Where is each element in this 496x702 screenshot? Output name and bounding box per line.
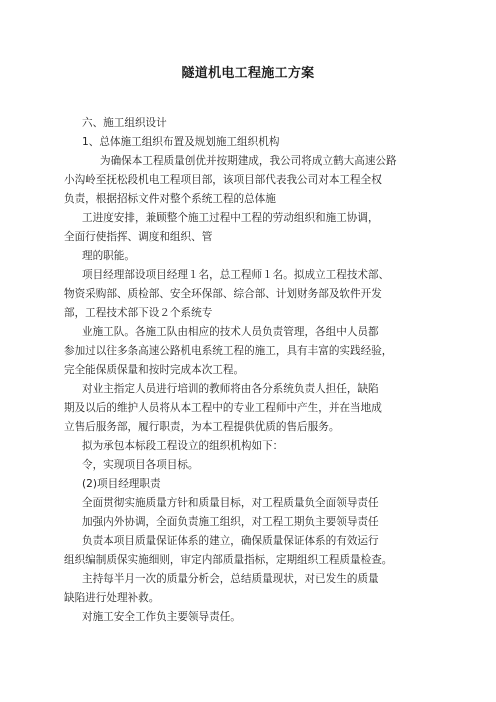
paragraph-line: 对业主指定人员进行培训的教师将由各分系统负责人担任，缺陷 — [82, 383, 379, 395]
paragraph-line: 小沟岭至抚松段机电工程项目部，该项目部代表我公司对本工程全权 — [64, 174, 382, 186]
paragraph-line: 拟为承包本标段工程设立的组织机构如下： — [82, 440, 284, 452]
paragraph-line: 令，实现项目各项目标。 — [82, 459, 199, 471]
paragraph-line: 部，工程技术部下设２个系统专 — [64, 307, 213, 319]
paragraph-line: 负责，根据招标文件对整个系统工程的总体施 — [64, 193, 276, 205]
paragraph-line: 理的职能。 — [82, 250, 135, 262]
paragraph-line: 业施工队。各施工队由相应的技术人员负责管理，各组中人员都 — [82, 326, 379, 338]
paragraph-line: 主持每半月一次的质量分析会，总结质量现状，对已发生的质量 — [82, 573, 379, 585]
paragraph-line: 项目经理部设项目经理１名，总工程师１名。拟成立工程技术部、 — [82, 269, 390, 281]
subsection-heading: 1、总体施工组织布置及规划施工组织机构 — [82, 136, 280, 148]
paragraph-line: 物资采购部、质检部、安全环保部、综合部、计划财务部及软件开发 — [64, 288, 382, 300]
paragraph-line: 工进度安排，兼顾整个施工过程中工程的劳动组织和施工协调， — [82, 212, 379, 224]
paragraph-line: 缺陷进行处理补救。 — [64, 592, 160, 604]
paragraph-line: 完全能保质保量和按时完成本次工程。 — [64, 364, 245, 376]
paragraph-line: 期及以后的维护人员将从本工程中的专业工程师中产生，并在当地成 — [64, 402, 382, 414]
paragraph-line: 参加过以往多条高速公路机电系统工程的施工，具有丰富的实践经验， — [64, 345, 393, 357]
paragraph-line: 对施工安全工作负主要领导责任。 — [82, 611, 241, 623]
section-heading: 六、施工组织设计 — [82, 117, 167, 129]
document-title: 隧道机电工程施工方案 — [181, 66, 315, 81]
paragraph-line: 组织编制质保实施细则，审定内部质量指标，定期组织工程质量检查。 — [64, 554, 393, 566]
subsection-heading: (2)项目经理职责 — [82, 478, 161, 490]
paragraph-line: 加强内外协调，全面负责施工组织，对工程工期负主要领导责任 — [82, 516, 379, 528]
paragraph-line: 立售后服务部，履行职责，为本工程提供优质的售后服务。 — [64, 421, 340, 433]
paragraph-line: 负责本项目质量保证体系的建立，确保质量保证体系的有效运行 — [82, 535, 379, 547]
paragraph-line: 为确保本工程质量创优并按期建成，我公司将成立鹤大高速公路 — [100, 155, 397, 167]
paragraph-line: 全面行使指挥、调度和组织、管 — [64, 231, 213, 243]
paragraph-line: 全面贯彻实施质量方针和质量目标，对工程质量负全面领导责任 — [82, 497, 379, 509]
